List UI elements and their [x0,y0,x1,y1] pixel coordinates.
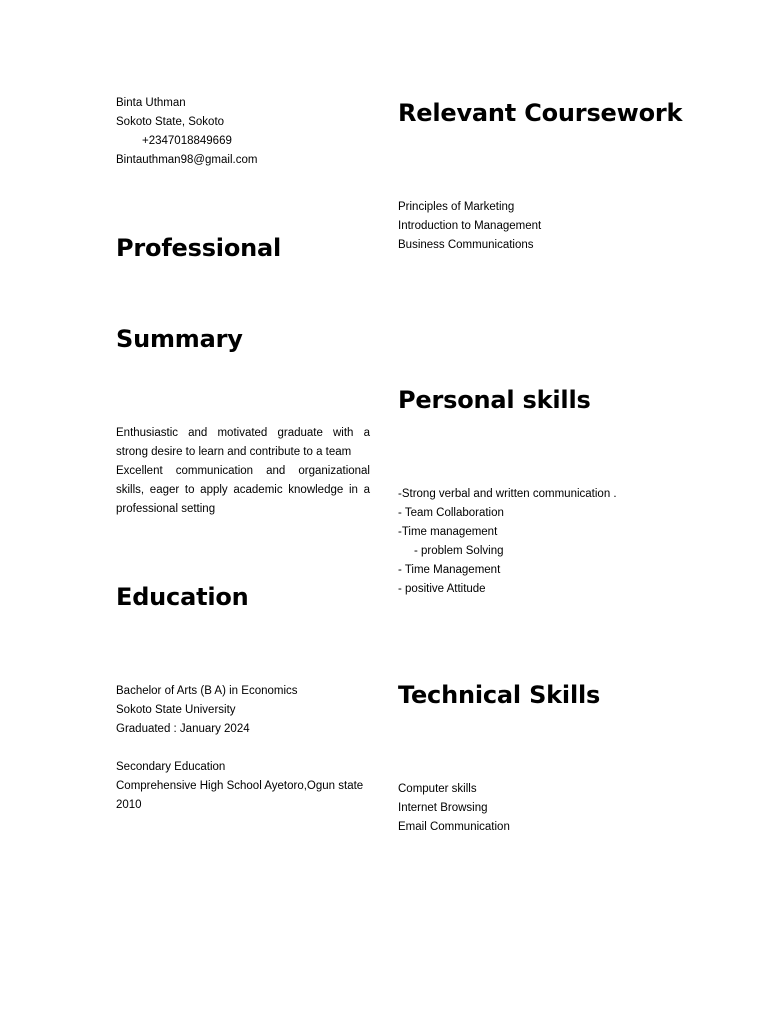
personal-skills-heading: Personal skills [398,386,591,414]
professional-heading: Professional [116,234,282,262]
personal-skill-item: - problem Solving [414,545,504,557]
summary-heading: Summary [116,325,243,353]
summary-text [116,424,370,519]
personal-skill-item: - Team Collaboration [398,507,504,519]
coursework-item: Principles of Marketing [398,201,515,213]
technical-skill-item: Email Communication [398,821,510,833]
education-secondary-title: Secondary Education [116,761,226,773]
summary-paragraph-2: Excellent communication and organizational skills, eager to apply academic knowledge in a professional setting [116,465,370,515]
personal-skill-item: -Time management [398,526,498,538]
contact-location: Sokoto State, Sokoto [116,116,225,128]
personal-skill-item: -Strong verbal and written communication . [398,488,617,500]
technical-skills-list [398,780,510,837]
technical-skill-item: Computer skills [398,783,477,795]
technical-skills-heading: Technical Skills [398,681,601,709]
contact-phone: +2347018849669 [142,135,232,147]
contact-email: Bintauthman98@gmail.com [116,154,258,166]
contact-block [116,94,257,170]
summary-paragraph-1: Enthusiastic and motivated graduate with a strong desire to learn and contribute to a team [116,427,370,458]
education-year: 2010 [116,799,142,811]
personal-skill-item: - Time Management [398,564,501,576]
contact-name: Binta Uthman [116,97,186,109]
technical-skill-item: Internet Browsing [398,802,488,814]
coursework-heading: Relevant Coursework [398,99,683,127]
education-degree: Bachelor of Arts (B A) in Economics [116,685,298,697]
education-block [116,682,370,815]
coursework-item: Introduction to Management [398,220,542,232]
personal-skill-item: - positive Attitude [398,583,486,595]
coursework-item: Business Communications [398,239,534,251]
personal-skills-list [398,485,617,599]
coursework-list [398,198,541,255]
education-graduated: Graduated : January 2024 [116,723,250,735]
education-school: Comprehensive High School Ayetoro,Ogun state [116,780,364,792]
education-university: Sokoto State University [116,704,236,716]
education-heading: Education [116,583,249,611]
